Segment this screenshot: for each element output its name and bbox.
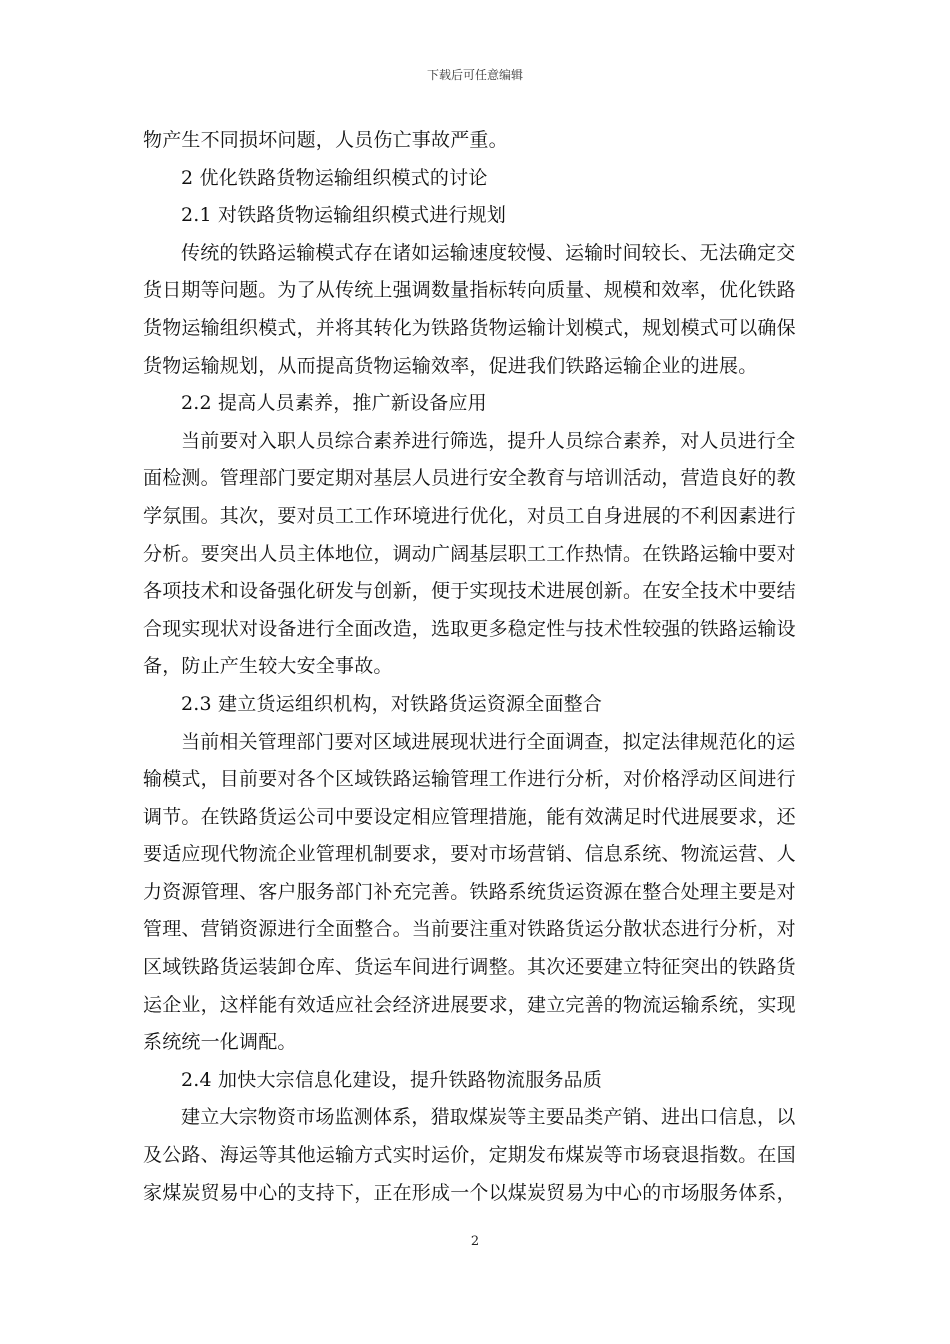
- text-line: 区域铁路货运装卸仓库、货运车间进行调整。其次还要建立特征突出的铁路货: [143, 956, 796, 979]
- text-line: 要适应现代物流企业管理机制要求，要对市场营销、信息系统、物流运营、人: [143, 843, 796, 866]
- text-line: 货物运输组织模式，并将其转化为铁路货物运输计划模式，规划模式可以确保: [143, 316, 796, 339]
- text-line: 面检测。管理部门要定期对基层人员进行安全教育与培训活动，营造良好的教: [143, 467, 796, 490]
- section-heading: 2.3 建立货运组织机构，对铁路货运资源全面整合: [181, 692, 603, 715]
- page-header: 下载后可任意编辑: [426, 68, 523, 82]
- section-heading: 2 优化铁路货物运输组织模式的讨论: [181, 166, 488, 189]
- section-heading: 2.1 对铁路货物运输组织模式进行规划: [181, 204, 507, 227]
- text-line: 及公路、海运等其他运输方式实时运价，定期发布煤炭等市场衰退指数。在国: [143, 1144, 796, 1167]
- text-line: 合现实现状对设备进行全面改造，选取更多稳定性与技术性较强的铁路运输设: [143, 617, 796, 640]
- text-line: 调节。在铁路货运公司中要设定相应管理措施，能有效满足时代进展要求，还: [143, 805, 796, 828]
- text-line: 当前要对入职人员综合素养进行筛选，提升人员综合素养，对人员进行全: [181, 429, 796, 452]
- text-line: 运企业，这样能有效适应社会经济进展要求，建立完善的物流运输系统，实现: [143, 993, 796, 1016]
- text-line: 管理、营销资源进行全面整合。当前要注重对铁路货运分散状态进行分析，对: [143, 918, 796, 941]
- text-line: 货物运输规划，从而提高货物运输效率，促进我们铁路运输企业的进展。: [143, 354, 758, 377]
- section-heading: 2.4 加快大宗信息化建设，提升铁路物流服务品质: [181, 1068, 603, 1091]
- text-line: 各项技术和设备强化研发与创新，便于实现技术进展创新。在安全技术中要结: [143, 580, 796, 603]
- text-line: 物产生不同损坏问题，人员伤亡事故严重。: [143, 129, 508, 151]
- text-line: 当前相关管理部门要对区域进展现状进行全面调查，拟定法律规范化的运: [181, 730, 796, 753]
- text-line: 备，防止产生较大安全事故。: [143, 655, 393, 678]
- text-line: 货日期等问题。为了从传统上强调数量指标转向质量、规模和效率，优化铁路: [143, 279, 796, 302]
- section-heading: 2.2 提高人员素养，推广新设备应用: [181, 392, 487, 415]
- document-body: [143, 122, 808, 1212]
- text-line: 分析。要突出人员主体地位，调动广阔基层职工工作热情。在铁路运输中要对: [143, 542, 796, 565]
- text-line: 输模式，目前要对各个区域铁路运输管理工作进行分析，对价格浮动区间进行: [143, 768, 796, 791]
- text-line: 学氛围。其次，要对员工工作环境进行优化，对员工自身进展的不利因素进行: [143, 504, 796, 527]
- text-line: 力资源管理、客户服务部门补充完善。铁路系统货运资源在整合处理主要是对: [143, 880, 796, 903]
- text-line: 建立大宗物资市场监测体系，猎取煤炭等主要品类产销、进出口信息，以: [181, 1106, 796, 1129]
- text-line: 传统的铁路运输模式存在诸如运输速度较慢、运输时间较长、无法确定交: [181, 241, 796, 264]
- text-line: 系统统一化调配。: [143, 1031, 297, 1054]
- text-line: 家煤炭贸易中心的支持下，正在形成一个以煤炭贸易为中心的市场服务体系，: [143, 1181, 796, 1204]
- page-number: 2: [470, 1234, 480, 1249]
